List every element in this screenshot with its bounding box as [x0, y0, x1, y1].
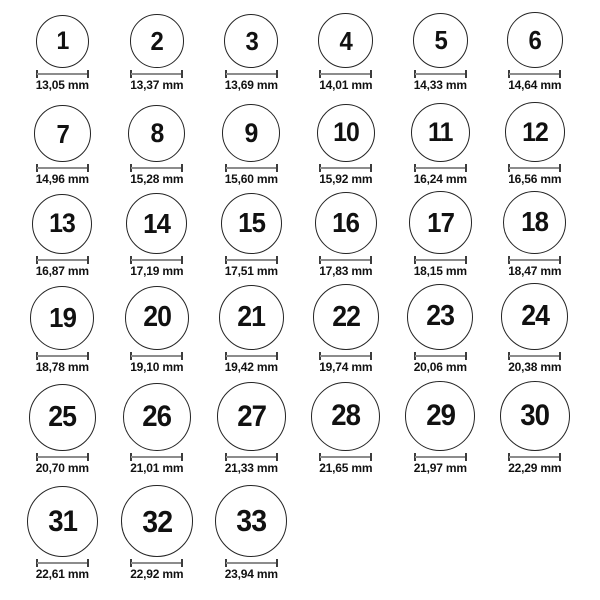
ring-circle [503, 191, 566, 254]
dimension-indicator [130, 256, 183, 264]
dimension-tick-right [276, 559, 278, 567]
dimension-tick-right [370, 352, 372, 360]
diameter-label: 15,92 mm [319, 172, 373, 186]
dimension-tick-right [559, 256, 561, 264]
dimension-indicator [225, 70, 278, 78]
dimension-indicator [319, 453, 372, 461]
ring-size-cell [204, 485, 299, 581]
ring-size-cell [204, 382, 299, 475]
dimension-line [131, 167, 182, 169]
dimension-line [415, 167, 466, 169]
dimension-tick-right [276, 453, 278, 461]
ring-size-number: 33 [236, 503, 267, 539]
ring-circle [221, 193, 282, 254]
ring-size-cell [488, 102, 583, 186]
ring-circle [126, 193, 187, 254]
dimension-line [37, 456, 88, 458]
dimension-tick-right [559, 164, 561, 172]
dimension-line [131, 456, 182, 458]
ring-size-number: 18 [521, 206, 549, 238]
ring-size-cell [204, 14, 299, 92]
ring-size-cell [110, 105, 205, 186]
ring-size-cell [393, 381, 488, 475]
dimension-line [320, 167, 371, 169]
ring-row [0, 374, 600, 475]
dimension-indicator [130, 164, 183, 172]
dimension-line [226, 456, 277, 458]
dimension-line [509, 167, 560, 169]
dimension-indicator [130, 453, 183, 461]
diameter-label: 21,01 mm [130, 461, 184, 475]
dimension-indicator [319, 256, 372, 264]
ring-circle [30, 286, 94, 350]
ring-size-number: 11 [428, 117, 453, 147]
dimension-line [509, 73, 560, 75]
ring-size-cell [110, 193, 205, 278]
dimension-line [320, 259, 371, 261]
ring-size-number: 4 [339, 25, 352, 56]
dimension-indicator [508, 70, 561, 78]
ring-size-number: 23 [426, 300, 455, 333]
dimension-line [320, 73, 371, 75]
ring-size-number: 19 [48, 302, 76, 334]
dimension-indicator [225, 453, 278, 461]
dimension-tick-right [87, 352, 89, 360]
ring-size-cell [299, 382, 394, 475]
dimension-tick-right [559, 453, 561, 461]
dimension-tick-right [370, 453, 372, 461]
diameter-label: 18,47 mm [508, 264, 562, 278]
diameter-label: 16,87 mm [35, 264, 89, 278]
dimension-line [226, 562, 277, 564]
ring-size-number: 22 [331, 300, 360, 333]
ring-circle [405, 381, 475, 451]
dimension-tick-right [276, 256, 278, 264]
ring-circle [215, 485, 287, 557]
ring-circle [318, 13, 373, 68]
ring-circle [311, 382, 380, 451]
dimension-line [415, 355, 466, 357]
ring-circle [36, 15, 89, 68]
ring-size-cell [393, 13, 488, 92]
dimension-line [226, 73, 277, 75]
ring-circle [501, 283, 568, 350]
ring-size-cell [15, 286, 110, 374]
ring-row [0, 186, 600, 278]
ring-size-number: 20 [142, 301, 171, 334]
ring-circle [313, 284, 379, 350]
dimension-indicator [414, 164, 467, 172]
ring-size-number: 32 [141, 503, 172, 539]
dimension-line [226, 167, 277, 169]
ring-size-number: 3 [245, 25, 258, 56]
dimension-indicator [36, 352, 89, 360]
ring-size-cell [299, 104, 394, 186]
dimension-line [37, 167, 88, 169]
ring-row [0, 92, 600, 186]
dimension-tick-right [87, 256, 89, 264]
diameter-label: 14,01 mm [319, 78, 373, 92]
ring-size-cell [110, 485, 205, 581]
diameter-label: 18,15 mm [413, 264, 467, 278]
diameter-label: 20,06 mm [413, 360, 467, 374]
dimension-indicator [36, 559, 89, 567]
ring-size-cell [15, 15, 110, 92]
diameter-label: 15,60 mm [224, 172, 278, 186]
ring-size-cell [393, 103, 488, 186]
ring-size-cell [393, 191, 488, 278]
ring-size-number: 1 [56, 27, 69, 55]
diameter-label: 17,83 mm [319, 264, 373, 278]
dimension-tick-right [181, 70, 183, 78]
dimension-indicator [319, 70, 372, 78]
dimension-tick-right [370, 70, 372, 78]
dimension-line [415, 456, 466, 458]
dimension-indicator [319, 164, 372, 172]
dimension-indicator [225, 164, 278, 172]
dimension-indicator [36, 256, 89, 264]
ring-size-number: 25 [48, 400, 77, 433]
dimension-tick-right [181, 559, 183, 567]
ring-size-cell [393, 284, 488, 374]
dimension-indicator [225, 256, 278, 264]
ring-size-cell [110, 286, 205, 374]
ring-size-number: 10 [332, 117, 359, 148]
ring-row [0, 278, 600, 374]
diameter-label: 19,10 mm [130, 360, 184, 374]
dimension-indicator [414, 352, 467, 360]
ring-size-cell [15, 486, 110, 581]
dimension-line [37, 259, 88, 261]
dimension-line [37, 355, 88, 357]
ring-circle [413, 13, 468, 68]
dimension-tick-right [465, 164, 467, 172]
ring-size-cell [299, 13, 394, 92]
dimension-tick-right [181, 256, 183, 264]
ring-circle [123, 383, 191, 451]
ring-size-number: 16 [332, 207, 360, 238]
dimension-tick-right [276, 164, 278, 172]
ring-size-cell [15, 194, 110, 278]
ring-size-number: 24 [520, 300, 549, 333]
ring-size-number: 2 [150, 26, 163, 57]
ring-size-cell [299, 284, 394, 374]
dimension-tick-right [181, 453, 183, 461]
ring-size-number: 8 [150, 117, 164, 148]
dimension-line [226, 355, 277, 357]
diameter-label: 21,33 mm [224, 461, 278, 475]
diameter-label: 14,33 mm [413, 78, 467, 92]
dimension-indicator [508, 352, 561, 360]
ring-size-number: 29 [425, 399, 455, 433]
diameter-label: 14,96 mm [35, 172, 89, 186]
dimension-line [131, 73, 182, 75]
diameter-label: 14,64 mm [508, 78, 562, 92]
ring-size-number: 13 [49, 208, 76, 239]
ring-size-number: 7 [56, 118, 69, 149]
dimension-indicator [225, 352, 278, 360]
ring-circle [27, 486, 98, 557]
diameter-label: 20,38 mm [508, 360, 562, 374]
dimension-line [131, 562, 182, 564]
ring-circle [409, 191, 472, 254]
dimension-indicator [508, 164, 561, 172]
ring-size-cell [110, 14, 205, 92]
dimension-indicator [130, 559, 183, 567]
ring-size-cell [15, 105, 110, 186]
diameter-label: 20,70 mm [35, 461, 89, 475]
ring-circle [217, 382, 286, 451]
ring-size-cell [299, 192, 394, 278]
dimension-line [131, 259, 182, 261]
diameter-label: 22,92 mm [130, 567, 184, 581]
diameter-label: 13,37 mm [130, 78, 184, 92]
dimension-tick-right [465, 352, 467, 360]
ring-row [0, 0, 600, 92]
diameter-label: 19,42 mm [224, 360, 278, 374]
dimension-tick-right [559, 352, 561, 360]
dimension-tick-right [87, 559, 89, 567]
ring-size-number: 15 [237, 207, 265, 239]
ring-size-number: 17 [426, 206, 454, 238]
dimension-tick-right [465, 256, 467, 264]
dimension-indicator [225, 559, 278, 567]
diameter-label: 17,19 mm [130, 264, 184, 278]
dimension-tick-right [276, 352, 278, 360]
ring-circle [29, 384, 96, 451]
dimension-tick-right [87, 453, 89, 461]
dimension-tick-right [87, 164, 89, 172]
dimension-tick-right [370, 164, 372, 172]
ring-circle [121, 485, 193, 557]
diameter-label: 23,94 mm [224, 567, 278, 581]
ring-circle [130, 14, 184, 68]
dimension-line [37, 562, 88, 564]
ring-size-number: 27 [236, 399, 266, 433]
ring-size-number: 28 [331, 399, 361, 433]
diameter-label: 22,61 mm [35, 567, 89, 581]
dimension-tick-right [370, 256, 372, 264]
dimension-tick-right [465, 453, 467, 461]
ring-size-number: 5 [434, 25, 447, 56]
ring-size-number: 26 [142, 400, 172, 433]
dimension-line [509, 355, 560, 357]
dimension-tick-right [181, 164, 183, 172]
ring-size-cell [488, 12, 583, 92]
ring-size-cell [204, 285, 299, 374]
dimension-indicator [319, 352, 372, 360]
ring-size-cell [488, 191, 583, 278]
ring-circle [34, 105, 91, 162]
ring-circle [128, 105, 185, 162]
ring-size-number: 14 [143, 207, 171, 239]
ring-circle [500, 381, 570, 451]
ring-circle [125, 286, 189, 350]
ring-size-number: 21 [237, 301, 266, 333]
dimension-tick-right [181, 352, 183, 360]
diameter-label: 13,05 mm [35, 78, 89, 92]
ring-size-cell [204, 193, 299, 278]
ring-circle [315, 192, 377, 254]
ring-circle [224, 14, 278, 68]
ring-size-cell [204, 104, 299, 186]
dimension-indicator [36, 453, 89, 461]
dimension-line [415, 73, 466, 75]
dimension-indicator [414, 256, 467, 264]
ring-circle [219, 285, 284, 350]
dimension-indicator [508, 256, 561, 264]
dimension-tick-right [465, 70, 467, 78]
ring-size-number: 30 [520, 398, 550, 432]
ring-size-cell [488, 283, 583, 374]
dimension-line [37, 73, 88, 75]
ring-circle [32, 194, 92, 254]
dimension-indicator [130, 70, 183, 78]
ring-circle [317, 104, 375, 162]
ring-size-cell [15, 384, 110, 475]
dimension-line [509, 456, 560, 458]
diameter-label: 18,78 mm [35, 360, 89, 374]
dimension-line [509, 259, 560, 261]
ring-circle [411, 103, 470, 162]
ring-row [0, 475, 600, 581]
ring-circle [505, 102, 565, 162]
diameter-label: 17,51 mm [224, 264, 278, 278]
dimension-indicator [36, 70, 89, 78]
dimension-tick-right [559, 70, 561, 78]
dimension-line [320, 456, 371, 458]
ring-size-number: 6 [528, 25, 541, 55]
diameter-label: 21,97 mm [413, 461, 467, 475]
dimension-tick-right [87, 70, 89, 78]
dimension-tick-right [276, 70, 278, 78]
dimension-line [415, 259, 466, 261]
diameter-label: 16,56 mm [508, 172, 562, 186]
dimension-indicator [130, 352, 183, 360]
dimension-indicator [508, 453, 561, 461]
dimension-indicator [414, 70, 467, 78]
ring-size-number: 9 [244, 117, 258, 148]
dimension-line [131, 355, 182, 357]
dimension-line [226, 259, 277, 261]
diameter-label: 15,28 mm [130, 172, 184, 186]
ring-circle [222, 104, 280, 162]
diameter-label: 21,65 mm [319, 461, 373, 475]
dimension-indicator [414, 453, 467, 461]
diameter-label: 22,29 mm [508, 461, 562, 475]
ring-circle [407, 284, 473, 350]
ring-circle [507, 12, 563, 68]
ring-size-number: 31 [47, 504, 77, 538]
ring-size-cell [110, 383, 205, 475]
ring-size-cell [488, 381, 583, 475]
diameter-label: 13,69 mm [224, 78, 278, 92]
ring-size-number: 12 [521, 116, 548, 147]
diameter-label: 16,24 mm [413, 172, 467, 186]
dimension-indicator [36, 164, 89, 172]
diameter-label: 19,74 mm [319, 360, 373, 374]
dimension-line [320, 355, 371, 357]
